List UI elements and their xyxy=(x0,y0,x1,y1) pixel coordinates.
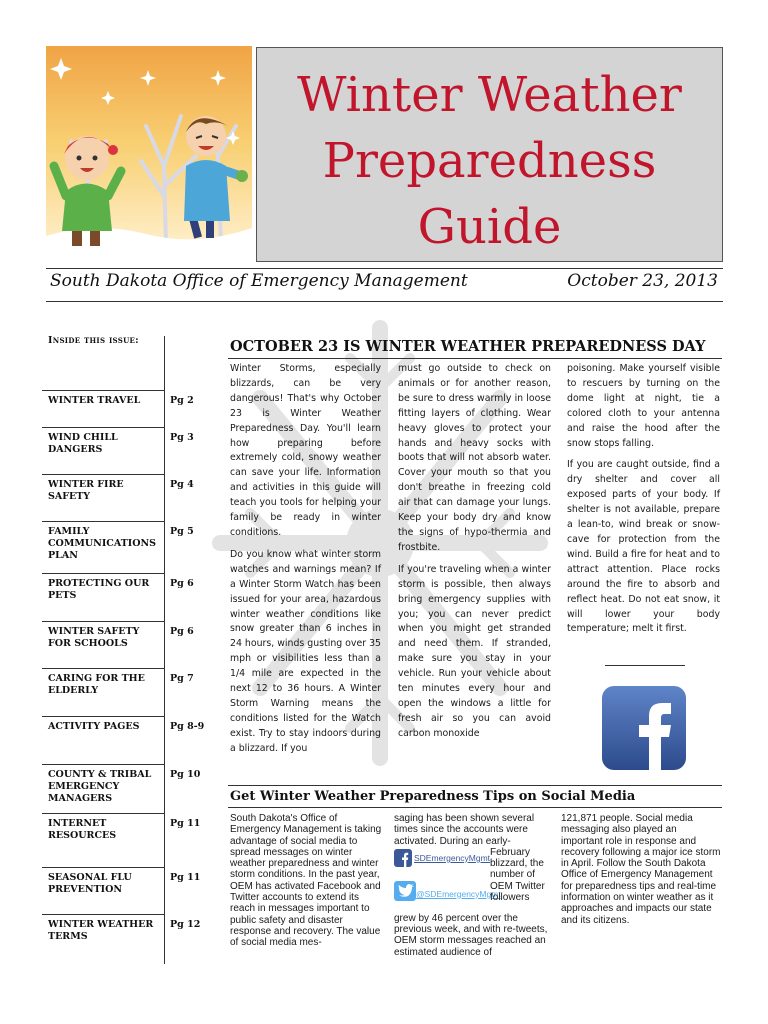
toc-item-page: Pg 10 xyxy=(170,769,201,780)
title-line: Guide xyxy=(417,199,562,255)
twitter-handle-link[interactable]: @SDEmergencyMgmt xyxy=(416,888,501,899)
toc-heading-text: Inside this issue: xyxy=(48,335,139,346)
toc-item-label: FAMILY COMMUNICATIONS PLAN xyxy=(48,526,157,561)
toc-item[interactable] xyxy=(42,474,194,520)
title-line: Winter Weather xyxy=(297,67,682,123)
organization-name: South Dakota Office of Emergency Management xyxy=(50,271,468,291)
toc-item-page: Pg 7 xyxy=(170,673,194,684)
toc-item[interactable] xyxy=(42,764,201,814)
toc-item-label: WINTER FIRE SAFETY xyxy=(48,479,124,502)
toc-item-label: WIND CHILL DANGERS xyxy=(48,432,118,455)
toc-item[interactable] xyxy=(42,668,194,716)
article-paragraph: If you are caught outside, find a dry shelter and cover all exposed parts of your body. If shelter is not available, prepare a lean-to, wind break or snow-cave for protection from the wind. Build a fire for heat and to attract attention. Place rocks around the fire to absorb and reflect heat. Do not eat snow, it will lower your body temperature; melt it first. xyxy=(567,459,720,635)
winter-kids-illustration xyxy=(46,46,252,262)
twitter-icon[interactable] xyxy=(394,881,416,901)
toc-item-page: Pg 6 xyxy=(170,578,194,589)
section-rule xyxy=(228,785,722,786)
article-paragraph: poisoning. Make yourself visible to rescuers by turning on the dome light at night, tie a colored cloth to your antenna and raise the hood after the snow stops falling. xyxy=(567,363,720,449)
facebook-icon[interactable] xyxy=(394,849,412,867)
social-column: 121,871 people. Social media messaging also played an important role in response and recovery following a major ice storm in April. Follow the South Dakota Office of Emergency Management for preparedness tips and real-time information on winter weather as it approaches and impacts our state and its citizens. xyxy=(561,813,721,926)
toc-item-label: PROTECTING OUR PETS xyxy=(48,578,150,601)
article-paragraph: must go outside to check on animals or for another reason, be sure to dress warmly in loose fitting layers of clothing. Wear heavy gloves to protect your hands and heavy socks with boots that will not absorb water. Cover your mouth so that you don't breathe in freezing cold air that can damage your lungs. Keep your body dry and know the signs of hypo-thermia and frostbite. xyxy=(398,363,551,553)
issue-date: October 23, 2013 xyxy=(567,271,718,291)
headline-rule xyxy=(228,358,722,359)
toc-item-page: Pg 11 xyxy=(170,818,201,829)
article-headline: OCTOBER 23 IS WINTER WEATHER PREPAREDNESS DAY xyxy=(230,338,706,355)
toc-item[interactable] xyxy=(42,716,205,764)
toc-item-label: COUNTY & TRIBAL EMERGENCY MANAGERS xyxy=(48,769,152,804)
toc-item-page: Pg 12 xyxy=(170,919,201,930)
social-text: saging has been shown several times since the accounts were activated. During an early- xyxy=(394,813,535,847)
article-column xyxy=(398,362,551,749)
toc-item-label: WINTER WEATHER TERMS xyxy=(48,919,154,942)
toc-item-label: WINTER TRAVEL xyxy=(48,395,141,406)
toc-item-page: Pg 8-9 xyxy=(170,721,205,732)
section-rule xyxy=(228,807,722,808)
toc-item-label: WINTER SAFETY FOR SCHOOLS xyxy=(48,626,140,649)
facebook-handle-link[interactable]: SDEmergencyMgmt xyxy=(414,852,491,863)
article-column xyxy=(230,362,381,764)
toc-item-label: SEASONAL FLU PREVENTION xyxy=(48,872,132,895)
title-box xyxy=(256,47,723,262)
toc-item[interactable] xyxy=(42,427,194,473)
toc-heading xyxy=(48,335,139,346)
header-rule xyxy=(46,268,723,269)
toc-item[interactable] xyxy=(42,813,201,867)
article-paragraph: If you're traveling when a winter storm is possible, then always bring emergency supplies with you; you can never predict when you might get stranded and need them. If stranded, make sure you stay in your vehicle. Run your vehicle about ten minutes every hour and open the windows a little for fresh air so you can avoid carbon monoxide xyxy=(398,563,551,739)
toc-item[interactable] xyxy=(42,867,201,914)
toc-item-page: Pg 5 xyxy=(170,526,194,537)
toc-item-label: INTERNET RESOURCES xyxy=(48,818,117,841)
toc-item[interactable] xyxy=(42,914,201,964)
social-text: February blizzard, the number of OEM Twitter followers xyxy=(490,846,545,904)
header-rule xyxy=(46,301,723,302)
toc-item[interactable] xyxy=(42,521,194,573)
toc-item-page: Pg 6 xyxy=(170,626,194,637)
article-column xyxy=(567,362,720,644)
social-handles-block xyxy=(394,847,548,913)
toc-item-label: CARING FOR THE ELDERLY xyxy=(48,673,145,696)
toc-item[interactable] xyxy=(42,621,194,668)
toc-item-page: Pg 11 xyxy=(170,872,201,883)
social-text: grew by 46 percent over the previous week, and with re-tweets, OEM storm messages reached an estimated audience of xyxy=(394,912,548,958)
social-column: South Dakota's Office of Emergency Management is taking advantage of social media to spread messages on winter weather preparedness and winter storm conditions. In the past year, OEM has activated Facebook and Twitter accounts to extend its reach in messages important to public safety and disaster response and recovery. The value of social media mes- xyxy=(230,813,382,949)
social-column xyxy=(394,813,548,958)
toc-item-label: ACTIVITY PAGES xyxy=(48,721,140,732)
toc-item-page: Pg 2 xyxy=(170,395,194,406)
divider xyxy=(605,665,685,666)
social-media-heading: Get Winter Weather Preparedness Tips on Social Media xyxy=(230,789,636,804)
toc-item-page: Pg 4 xyxy=(170,479,194,490)
newsletter-title xyxy=(257,62,722,260)
facebook-logo-icon[interactable] xyxy=(601,685,687,771)
title-line: Preparedness xyxy=(322,133,657,189)
article-paragraph: Do you know what winter storm watches and warnings mean? If a Winter Storm Watch has been issued for your area, hazardous winter weather conditions like snow greater than 6 inches in 24 hours, winds gusting over 35 mph or visibilities less than a 1/4 mile are expected in the next 12 to 36 hours. A Winter Storm Warning means the conditions listed for the Watch exist. Try to stay indoors during a blizzard. If you xyxy=(230,548,382,754)
toc-item[interactable] xyxy=(42,573,194,621)
article-paragraph: Winter Storms, especially blizzards, can be very dangerous! That's why October 23 is Winter Weather Preparedness Day. You'll learn how preparing before extremely cold, snowy weather can save your life. Information and activities in this guide will teach you tools for helping your family be ready in winter conditions. xyxy=(230,363,381,538)
toc-item-page: Pg 3 xyxy=(170,432,194,443)
